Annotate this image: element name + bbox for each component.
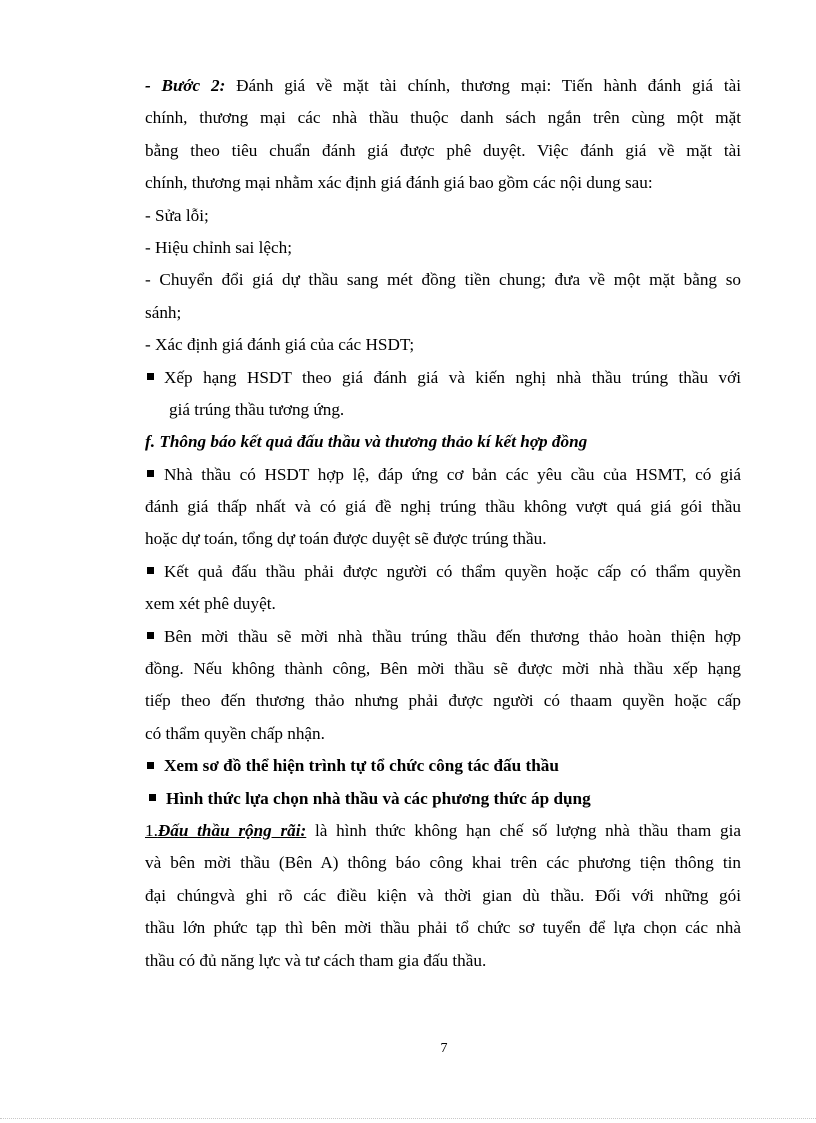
section-f-p3-line-3: tiếp theo đến thương thảo nhưng phải được người có thaam quyền hoặc cấp: [145, 691, 741, 711]
dash-item-convert-currency-cont: sánh;: [145, 302, 182, 322]
page-number: 7: [440, 1041, 448, 1056]
item1-line-4: thầu lớn phức tạp thì bên mời thầu phải tổ chức sơ tuyển để lựa chọn các nhà: [145, 918, 741, 938]
item1-line-1-text: là hình thức không hạn chế số lượng nhà thầu tham gia: [306, 820, 741, 840]
rank-item-line-2: giá trúng thầu tương ứng.: [169, 399, 345, 419]
section-f-p2-line-1: [145, 556, 741, 588]
section-f-heading: f. Thông báo kết quả đấu thầu và thương thảo kí kết hợp đồng: [145, 432, 588, 452]
section-f-p2-text-1: Kết quả đấu thầu phải được người có thẩm quyền hoặc cấp có thẩm quyền: [164, 561, 741, 581]
dash-item-fix-errors: - Sửa lỗi;: [145, 205, 209, 225]
step2-line-1-text: Đánh giá về mặt tài chính, thương mại: Tiến hành đánh giá tài: [225, 76, 741, 95]
square-bullet-icon: [149, 794, 156, 801]
square-bullet-icon: [147, 470, 154, 477]
square-bullet-icon: [147, 632, 154, 639]
step2-line-3: bằng theo tiêu chuẩn đánh giá được phê duyệt. Việc đánh giá về mặt tài: [145, 140, 741, 160]
dash-item-convert-currency: - Chuyển đổi giá dự thầu sang mét đồng tiền chung; đưa về một mặt bằng so: [145, 270, 741, 290]
section-f-p3-line-4: có thẩm quyền chấp nhận.: [145, 723, 325, 743]
bold-bullet-flowchart: [145, 750, 741, 782]
item1-number: 1.: [145, 820, 158, 840]
bold-bullet-flowchart-text: Xem sơ đồ thể hiện trình tự tổ chức công tác đấu thầu: [164, 756, 559, 776]
square-bullet-icon: [147, 762, 154, 769]
page-edge-divider: [0, 1118, 816, 1119]
section-f-p3-line-1: [145, 621, 741, 653]
section-f-p1-line-3: hoặc dự toán, tổng dự toán được duyệt sẽ được trúng thầu.: [145, 529, 547, 549]
item1-term: Đấu thầu rộng rãi:: [157, 820, 307, 840]
dash-item-adjust-deviation: - Hiệu chỉnh sai lệch;: [145, 237, 293, 257]
document-body: [145, 70, 741, 977]
step2-line-1: [145, 70, 741, 102]
section-f-p2-line-2: xem xét phê duyệt.: [145, 594, 276, 614]
bold-bullet-methods-text: Hình thức lựa chọn nhà thầu và các phương thức áp dụng: [166, 788, 591, 808]
bold-bullet-methods: [145, 783, 741, 815]
step2-line-2: chính, thương mại các nhà thầu thuộc danh sách ngắn trên cùng một mặt: [145, 108, 741, 128]
square-bullet-icon: [147, 567, 154, 574]
item1-line-2: và bên mời thầu (Bên A) thông báo công khai trên các phương tiện thông tin: [145, 853, 741, 873]
item1-line-1: [145, 815, 741, 847]
step2-line-4: chính, thương mại nhằm xác định giá đánh giá bao gồm các nội dung sau:: [145, 173, 653, 193]
step2-lead: - Bước 2:: [145, 76, 226, 95]
rank-item-text-1: Xếp hạng HSDT theo giá đánh giá và kiến nghị nhà thầu trúng thầu với: [164, 367, 741, 387]
section-f-p3-line-2: đồng. Nếu không thành công, Bên mời thầu sẽ được mời nhà thầu xếp hạng: [145, 659, 741, 679]
dash-item-evaluate-price: - Xác định giá đánh giá của các HSDT;: [145, 335, 415, 355]
rank-item-line-1: [145, 362, 741, 394]
section-f-p1-line-2: đánh giá thấp nhất và có giá đề nghị trúng thầu không vượt quá giá gói thầu: [145, 497, 741, 517]
item1-line-3: đại chúngvà ghi rõ các điều kiện và thời gian dù thầu. Đối với những gói: [145, 885, 741, 905]
square-bullet-icon: [147, 373, 154, 380]
section-f-p1-line-1: [145, 459, 741, 491]
section-f-p1-text-1: Nhà thầu có HSDT hợp lệ, đáp ứng cơ bản các yêu cầu của HSMT, có giá: [164, 464, 741, 484]
item1-line-5: thầu có đủ năng lực và tư cách tham gia đấu thầu.: [145, 950, 487, 970]
section-f-p3-text-1: Bên mời thầu sẽ mời nhà thầu trúng thầu đến thương thảo hoàn thiện hợp: [164, 626, 741, 646]
